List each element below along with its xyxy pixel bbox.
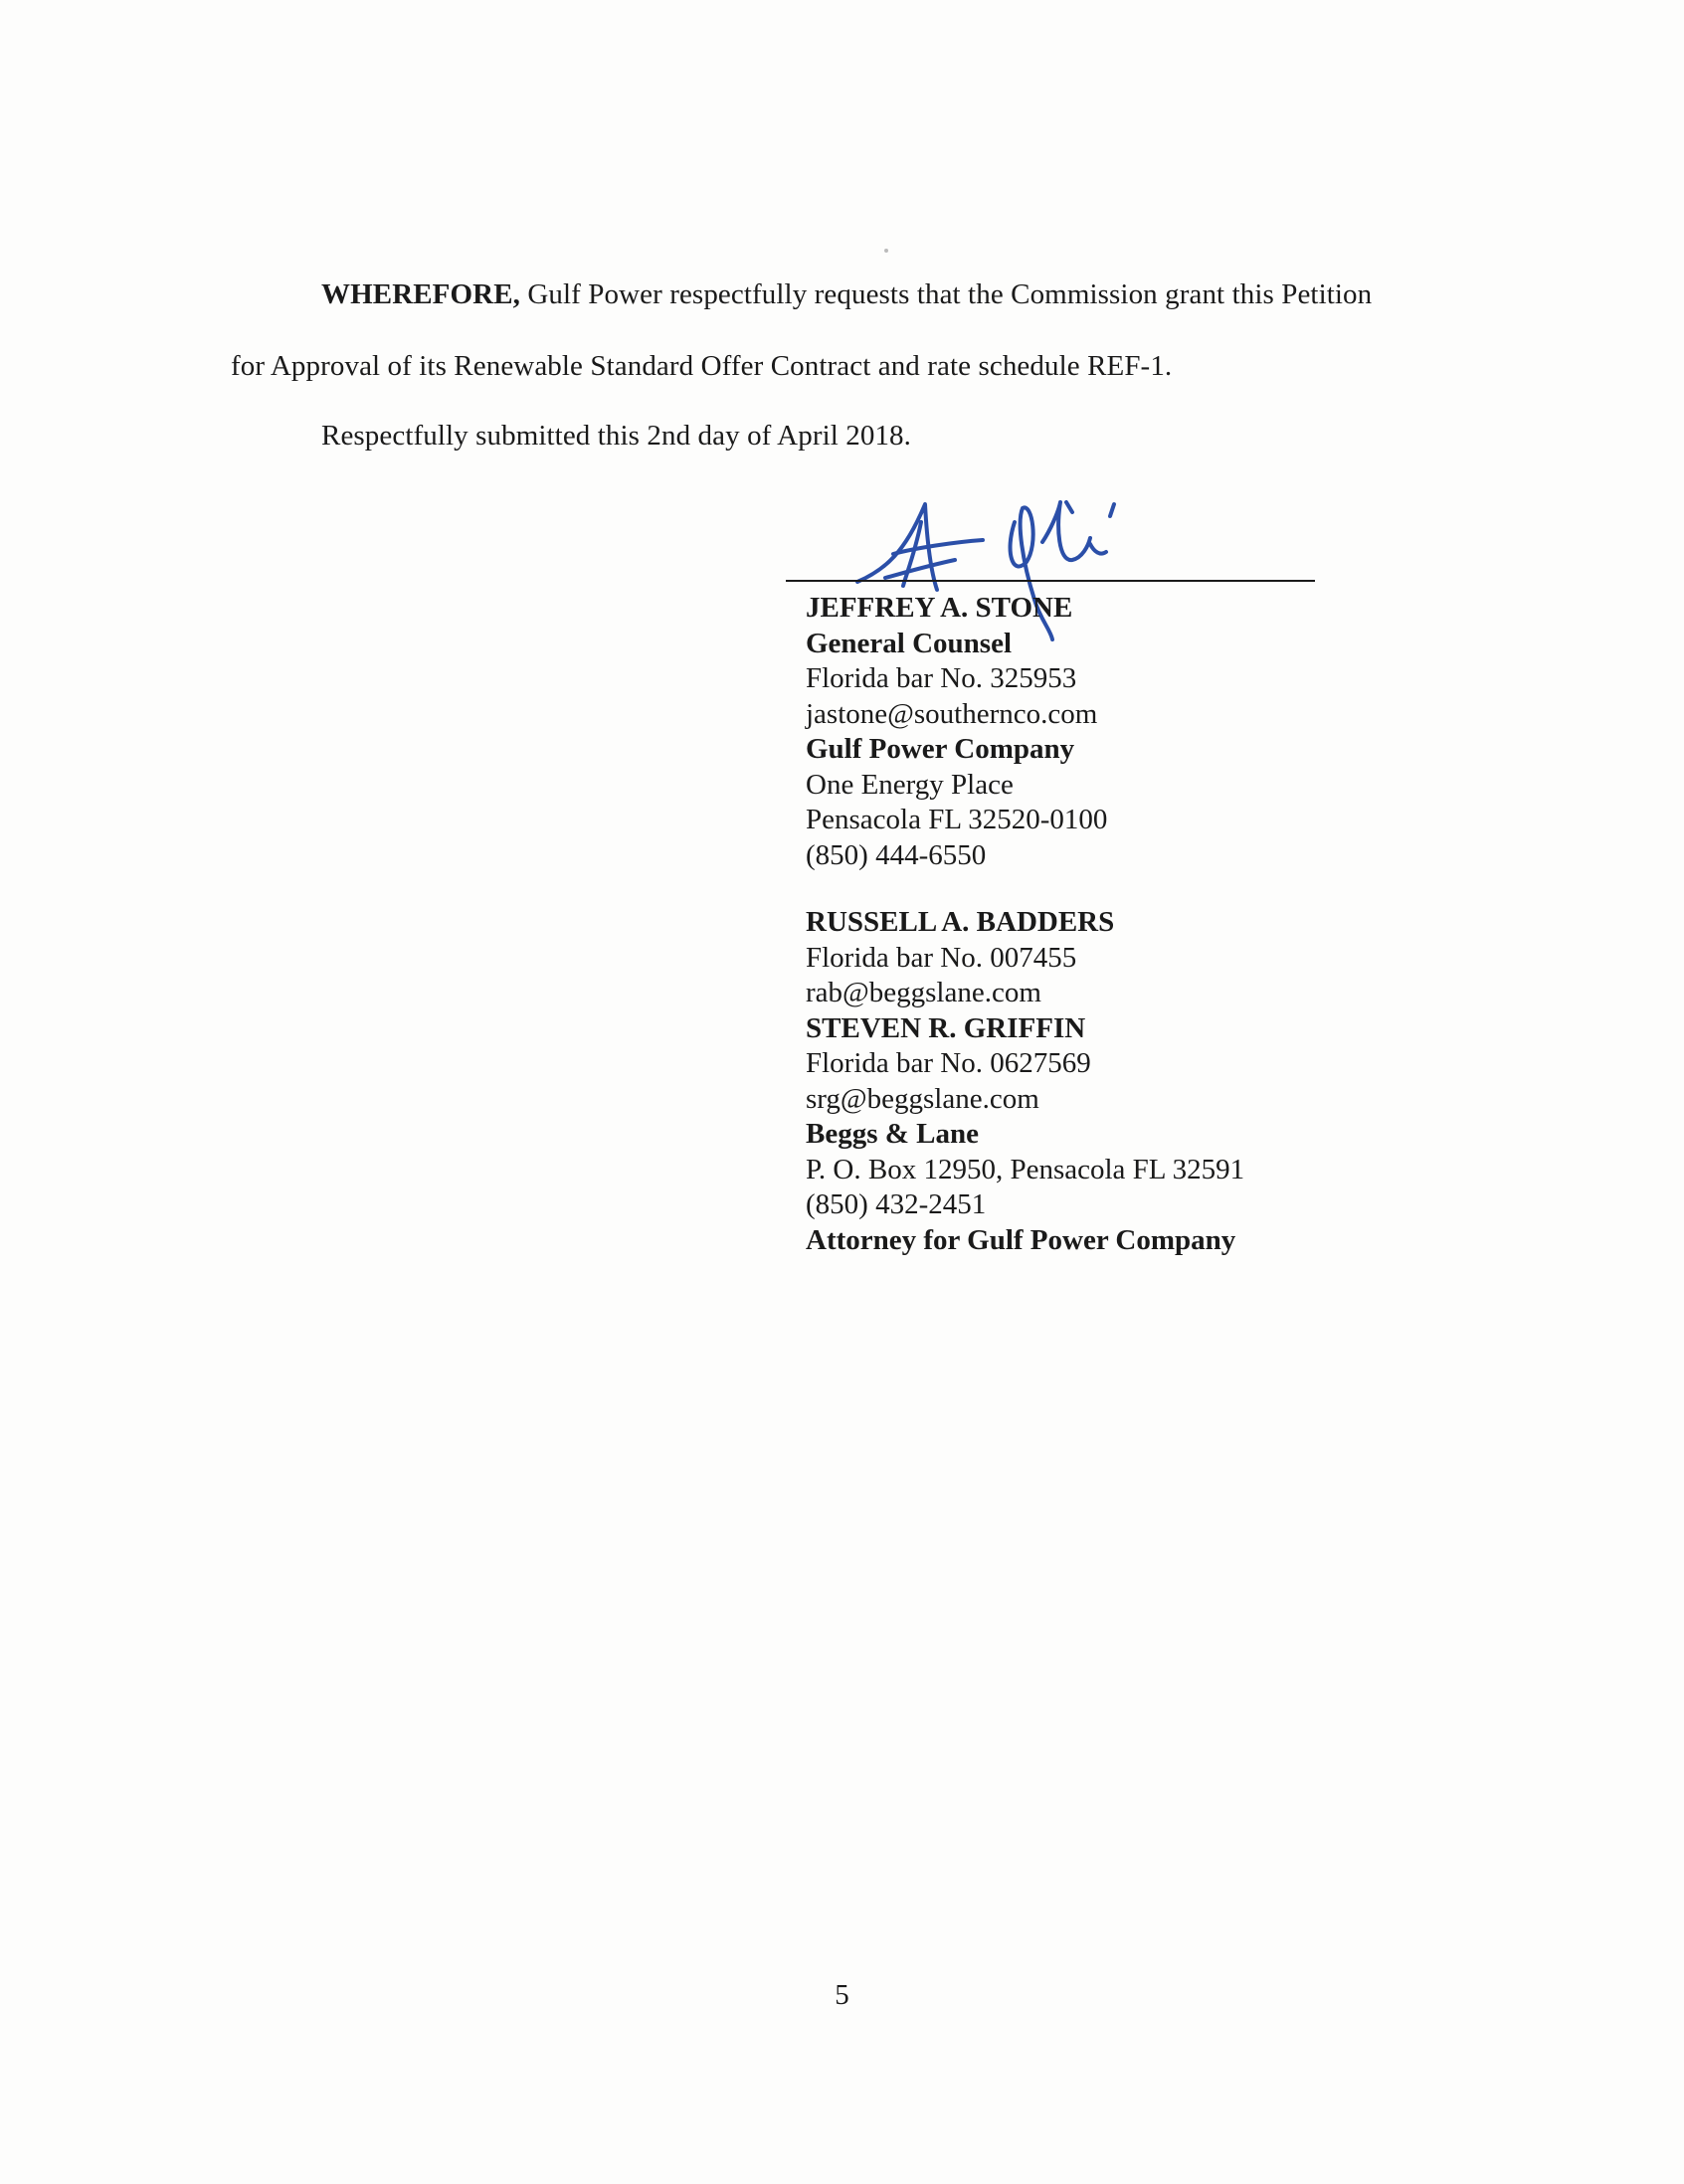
petition-paragraph-2: for Approval of its Renewable Standard Offer Contract and rate schedule REF-1. <box>231 350 1173 382</box>
email-address: srg@beggslane.com <box>806 1082 1039 1115</box>
bar-number: Florida bar No. 0627569 <box>806 1047 1091 1079</box>
signature-line <box>786 580 1315 582</box>
po-box-address: P. O. Box 12950, Pensacola FL 32591 <box>806 1153 1245 1185</box>
phone-number: (850) 432-2451 <box>806 1188 987 1220</box>
email-address: rab@beggslane.com <box>806 977 1041 1008</box>
signature-block-stone <box>806 591 1107 873</box>
signatory-name: RUSSELL A. BADDERS <box>806 906 1115 938</box>
firm-name: Beggs & Lane <box>806 1118 979 1150</box>
paragraph-1-text: Gulf Power respectfully requests that the Commission grant this Petition <box>520 278 1373 310</box>
wherefore-lead: WHEREFORE, <box>321 278 520 310</box>
signatory-name: JEFFREY A. STONE <box>806 592 1073 624</box>
signatory-title: General Counsel <box>806 627 1013 659</box>
signatory-name: STEVEN R. GRIFFIN <box>806 1011 1086 1044</box>
email-address: jastone@southernco.com <box>806 697 1098 730</box>
bar-number: Florida bar No. 007455 <box>806 941 1077 974</box>
scan-speck <box>884 249 888 253</box>
signature-block-beggs-lane <box>806 905 1244 1258</box>
bar-number: Florida bar No. 325953 <box>806 662 1077 694</box>
street-address: One Energy Place <box>806 768 1014 801</box>
attorney-role: Attorney for Gulf Power Company <box>806 1223 1236 1256</box>
petition-paragraph-1 <box>321 276 1372 312</box>
city-address: Pensacola FL 32520-0100 <box>806 804 1108 835</box>
page-number: 5 <box>835 1979 849 2011</box>
phone-number: (850) 444-6550 <box>806 838 987 871</box>
submission-date-line: Respectfully submitted this 2nd day of April 2018. <box>321 420 911 452</box>
company-name: Gulf Power Company <box>806 733 1075 765</box>
